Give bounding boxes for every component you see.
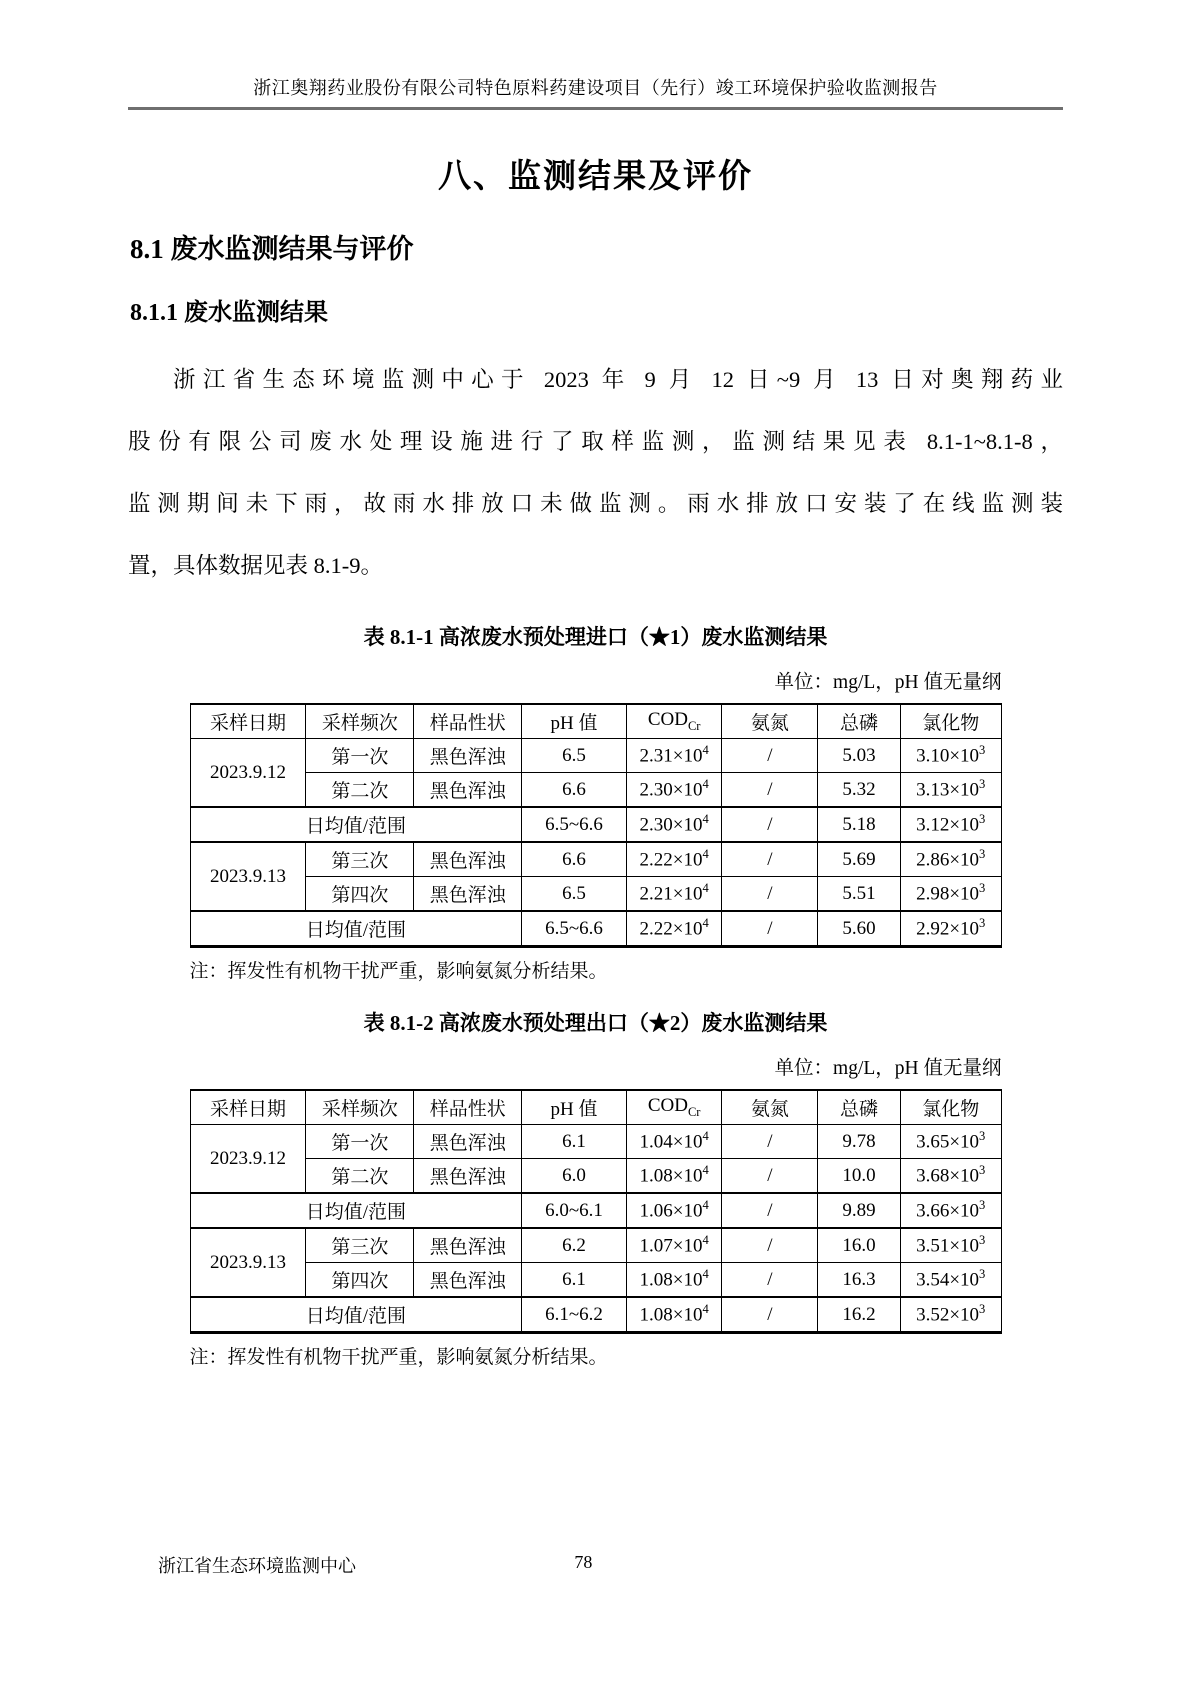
- table-cell: 6.1~6.2: [522, 1297, 627, 1333]
- document-header: [128, 0, 1063, 110]
- table-cell: 5.18: [818, 807, 901, 842]
- column-header: 氨氮: [722, 1090, 818, 1125]
- table-cell: 第一次: [306, 739, 414, 773]
- table-cell: 6.1: [522, 1263, 627, 1298]
- table-cell: $1.08\times 10^4$: [626, 1297, 722, 1333]
- footer-page-number: 78: [574, 1552, 593, 1572]
- table-cell: 9.78: [818, 1125, 901, 1159]
- table-cell: 6.5~6.6: [522, 911, 627, 947]
- table-row: [190, 1297, 1001, 1333]
- table-row: [190, 1193, 1001, 1228]
- column-header: 样品性状: [414, 1090, 522, 1125]
- table-block-2: [190, 1007, 1002, 1369]
- table-cell: 黑色浑浊: [414, 1159, 522, 1194]
- table-cell: 第一次: [306, 1125, 414, 1159]
- table-cell: 6.2: [522, 1228, 627, 1263]
- table-cell: 6.5~6.6: [522, 807, 627, 842]
- table-row: [190, 1228, 1001, 1263]
- column-header: 采样日期: [190, 1090, 306, 1125]
- table-header-row: [190, 1090, 1001, 1125]
- table-2-caption: 表 8.1-2 高浓废水预处理出口（★2）废水监测结果: [363, 1011, 828, 1035]
- table-cell: 日均值/范围: [190, 911, 522, 947]
- column-header: 采样频次: [306, 704, 414, 739]
- column-header: 采样日期: [190, 704, 306, 739]
- table-cell: $2.30\times 10^4$: [626, 773, 722, 808]
- column-header: pH 值: [522, 704, 627, 739]
- table-cell: 6.0: [522, 1159, 627, 1194]
- table-cell: 6.5: [522, 739, 627, 773]
- table-cell: $1.04\times 10^4$: [626, 1125, 722, 1159]
- table-cell: $2.86\times 10^3$: [900, 842, 1001, 877]
- monitoring-table-2: [190, 1089, 1002, 1334]
- table-row: [190, 1263, 1001, 1298]
- table-cell: 6.1: [522, 1125, 627, 1159]
- table-cell: /: [722, 773, 818, 808]
- table-cell: 2023.9.13: [190, 842, 306, 911]
- table-cell: 第二次: [306, 1159, 414, 1194]
- table-cell: $3.54\times 10^3$: [900, 1263, 1001, 1298]
- table-header-row: [190, 704, 1001, 739]
- footer-organization: 浙江省生态环境监测中心: [158, 1556, 356, 1576]
- column-header: pH 值: [522, 1090, 627, 1125]
- table-cell: 黑色浑浊: [414, 773, 522, 808]
- table-cell: 黑色浑浊: [414, 1263, 522, 1298]
- table-cell: 2023.9.12: [190, 739, 306, 808]
- column-header: 样品性状: [414, 704, 522, 739]
- table-cell: /: [722, 911, 818, 947]
- table-cell: /: [722, 1159, 818, 1194]
- table-cell: 第三次: [306, 842, 414, 877]
- table-2-footnote: 注：挥发性有机物干扰严重，影响氨氮分析结果。: [189, 1347, 608, 1368]
- table-cell: $2.31\times 10^4$: [626, 739, 722, 773]
- table-cell: /: [722, 1228, 818, 1263]
- table-cell: $2.98\times 10^3$: [900, 877, 1001, 912]
- table-cell: $3.65\times 10^3$: [900, 1125, 1001, 1159]
- column-header: 采样频次: [306, 1090, 414, 1125]
- table-cell: $1.07\times 10^4$: [626, 1228, 722, 1263]
- table-cell: $3.12\times 10^3$: [900, 807, 1001, 842]
- table-cell: 6.6: [522, 773, 627, 808]
- table-cell: $1.08\times 10^4$: [626, 1263, 722, 1298]
- paragraph-line: 监测期间未下雨，故雨水排放口未做监测。雨水排放口安装了在线监测装: [128, 491, 1063, 516]
- column-header: 氨氮: [722, 704, 818, 739]
- table-cell: /: [722, 1193, 818, 1228]
- paragraph-line: 股份有限公司废水处理设施进行了取样监测，监测结果见表 8.1-1~8.1-8，: [128, 429, 1063, 454]
- table-cell: /: [722, 1297, 818, 1333]
- table-cell: 16.0: [818, 1228, 901, 1263]
- table-cell: /: [722, 1263, 818, 1298]
- table-cell: 9.89: [818, 1193, 901, 1228]
- table-block-1: [190, 621, 1002, 983]
- column-header: 总磷: [818, 1090, 901, 1125]
- table-cell: 5.51: [818, 877, 901, 912]
- table-cell: 黑色浑浊: [414, 1125, 522, 1159]
- table-cell: 5.69: [818, 842, 901, 877]
- table-row: [190, 1125, 1001, 1159]
- table-cell: 5.32: [818, 773, 901, 808]
- table-cell: $1.06\times 10^4$: [626, 1193, 722, 1228]
- chapter-title: 八、监测结果及评价: [438, 159, 753, 195]
- table-cell: 日均值/范围: [190, 1193, 522, 1228]
- column-header: $COD_{Cr}$: [626, 1090, 722, 1125]
- table-cell: $2.92\times 10^3$: [900, 911, 1001, 947]
- document-header-title: 浙江奥翔药业股份有限公司特色原料药建设项目（先行）竣工环境保护验收监测报告: [253, 78, 938, 98]
- table-cell: /: [722, 842, 818, 877]
- table-cell: 6.5: [522, 877, 627, 912]
- table-row: [190, 877, 1001, 912]
- table-row: [190, 807, 1001, 842]
- table-cell: 6.0~6.1: [522, 1193, 627, 1228]
- table-cell: 黑色浑浊: [414, 877, 522, 912]
- section-heading: 8.1 废水监测结果与评价: [130, 234, 414, 264]
- body-paragraph: [128, 349, 1063, 597]
- table-cell: 黑色浑浊: [414, 739, 522, 773]
- table-cell: 16.3: [818, 1263, 901, 1298]
- table-cell: 黑色浑浊: [414, 1228, 522, 1263]
- table-cell: 5.60: [818, 911, 901, 947]
- table-row: [190, 739, 1001, 773]
- table-row: [190, 842, 1001, 877]
- table-cell: 10.0: [818, 1159, 901, 1194]
- table-cell: $3.68\times 10^3$: [900, 1159, 1001, 1194]
- table-cell: 第三次: [306, 1228, 414, 1263]
- table-cell: $2.21\times 10^4$: [626, 877, 722, 912]
- table-cell: 黑色浑浊: [414, 842, 522, 877]
- table-cell: $3.51\times 10^3$: [900, 1228, 1001, 1263]
- table-cell: 2023.9.12: [190, 1125, 306, 1194]
- subsection-heading: 8.1.1 废水监测结果: [130, 300, 328, 326]
- table-1-footnote: 注：挥发性有机物干扰严重，影响氨氮分析结果。: [189, 961, 608, 982]
- table-row: [190, 911, 1001, 947]
- column-header: 氯化物: [900, 704, 1001, 739]
- table-cell: $3.52\times 10^3$: [900, 1297, 1001, 1333]
- table-cell: $2.30\times 10^4$: [626, 807, 722, 842]
- table-cell: $2.22\times 10^4$: [626, 911, 722, 947]
- table-cell: $2.22\times 10^4$: [626, 842, 722, 877]
- table-cell: 第二次: [306, 773, 414, 808]
- table-cell: 第四次: [306, 1263, 414, 1298]
- table-cell: /: [722, 877, 818, 912]
- column-header: 总磷: [818, 704, 901, 739]
- column-header: $COD_{Cr}$: [626, 704, 722, 739]
- table-1-caption: 表 8.1-1 高浓废水预处理进口（★1）废水监测结果: [363, 625, 828, 649]
- table-cell: $1.08\times 10^4$: [626, 1159, 722, 1194]
- table-cell: /: [722, 739, 818, 773]
- table-cell: /: [722, 807, 818, 842]
- table-cell: $3.13\times 10^3$: [900, 773, 1001, 808]
- table-cell: 日均值/范围: [190, 807, 522, 842]
- table-cell: $3.66\times 10^3$: [900, 1193, 1001, 1228]
- column-header: 氯化物: [900, 1090, 1001, 1125]
- table-cell: 第四次: [306, 877, 414, 912]
- table-cell: 6.6: [522, 842, 627, 877]
- paragraph-line: 浙江省生态环境监测中心于 2023 年 9 月 12 日~9 月 13 日对奥翔药业: [173, 367, 1063, 392]
- table-cell: 16.2: [818, 1297, 901, 1333]
- table-1-unit-note: 单位：mg/L，pH 值无量纲: [774, 672, 1002, 693]
- table-cell: 5.03: [818, 739, 901, 773]
- monitoring-table-1: [190, 703, 1002, 948]
- table-cell: 日均值/范围: [190, 1297, 522, 1333]
- table-cell: $3.10\times 10^3$: [900, 739, 1001, 773]
- table-cell: 2023.9.13: [190, 1228, 306, 1297]
- table-row: [190, 1159, 1001, 1194]
- table-cell: /: [722, 1125, 818, 1159]
- paragraph-line: 置，具体数据见表 8.1-9。: [128, 553, 383, 578]
- table-row: [190, 773, 1001, 808]
- table-2-unit-note: 单位：mg/L，pH 值无量纲: [774, 1058, 1002, 1079]
